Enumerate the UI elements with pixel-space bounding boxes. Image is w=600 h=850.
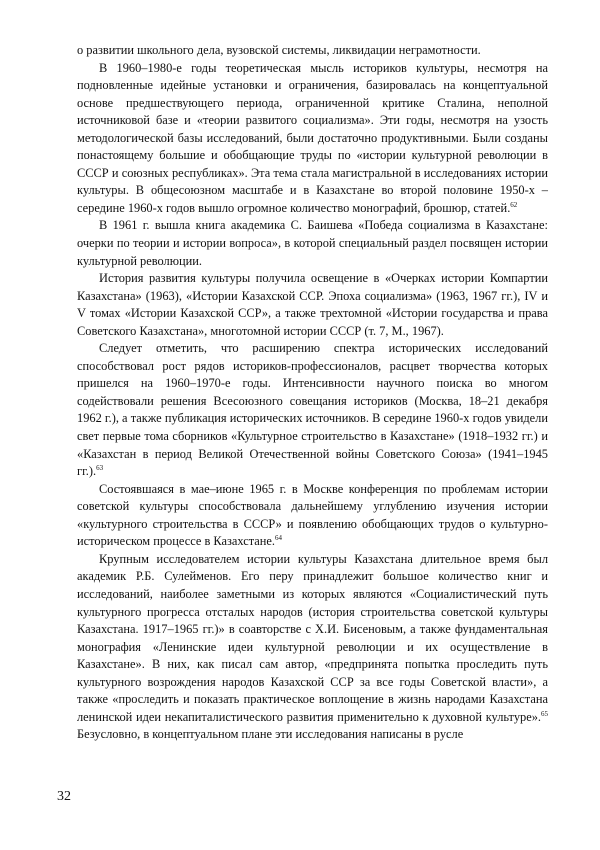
footnote-ref-62: 62 bbox=[510, 200, 518, 209]
paragraph-4: История развития культуры получила освещение в «Очерках истории Компартии Казахстана» (1963), «Истории Казахской ССР. Эпоха социализма» (1963, 1967 гг.), IV и V томах «Истории Казахской ССР», а также трехтомной «Истории государства и права Советского Казахстана», многотомной истории СССР (т. 7, М., 1967). bbox=[77, 271, 548, 338]
paragraph-7: Крупным исследователем истории культуры Казахстана длительное время был академик Р.Б. Сулейменов. Его перу принадлежит большое количество книг и исследований, наиболее заметными из которых являются «Социалистический путь культурного прогресса отсталых народов (история строительства советской культуры Казахстана. 1917–1965 гг.)» в соавторстве с Х.И. Бисеновым, а также фундаментальная монография «Ленинские идеи культурной революции и их осуществление в Казахстане». В них, как писал сам автор, «предпринята попытка проследить путь культурного возрождения народов Казахской ССР за все годы Советской власти», а также «проследить и показать практическое воплощение в жизнь народами Казахстана ленинской идеи некапиталистического развития применительно к духовной культуре».$^{65}$ Безусловно, в концептуальном плане эти исследования написаны в русле bbox=[77, 551, 548, 742]
footnote-ref-63: 63 bbox=[96, 464, 104, 472]
paragraph-2: В 1960–1980-е годы теоретическая мысль историков культуры, несмотря на подновленные идейные установки и ограничения, базировалась на концептуальной основе предшествующего периода, ограниченной критике Сталина, неполной источниковой базе и «теории развитого социализма». Эти годы, несмотря на узость методологической базы исследований, были достаточно продуктивными. Были созданы понастоящему большие и обобщающие труды по «истории культурной революции в СССР и союзных республиках». Эта тема стала магистральной в исследованиях истории культуры. В общесоюзном масштабе и в Казахстане во второй половине 1950-х – середине 1960-х годов вышло огромное количество монографий, брошюр, статей.$^{62}$ bbox=[77, 60, 548, 215]
footnote-ref-65: 65 bbox=[541, 709, 548, 718]
paragraph-3: В 1961 г. вышла книга академика С. Баишева «Победа социализма в Казахстане: очерки по теории и истории вопроса», в которой специальный раздел посвящен истории культурной революции. bbox=[77, 218, 548, 268]
body-text bbox=[77, 42, 548, 744]
paragraph-1: о развитии школьного дела, вузовской системы, ликвидации неграмотности. bbox=[77, 43, 481, 57]
paragraph-6: Состоявшаяся в мае–июне 1965 г. в Москве конференция по проблемам истории советской культуры способствовала дальнейшему углублению изучения истории «культурного строительства в СССР» и появлению обобщающих трудов о культурно-историческом процессе в Казахстане.$^{64}$ bbox=[77, 481, 548, 549]
footnote-ref-64: 64 bbox=[275, 534, 283, 543]
page-number: 32 bbox=[57, 789, 71, 804]
paragraph-5: Следует отметить, что расширению спектра исторических исследований способствовал рост рядов историков-профессионалов, расцвет творчества которых пришелся на 1960–1970-е годы. Интенсивности научного поиска во многом содействовали решения Всесоюзного совещания историков (Москва, 18–21 декабря 1962 г.), а также публикация исторических источников. В середине 1960-х годов увидели свет первые тома сборников «Культурное строительство в Казахстане» (1918–1932 гг.) и «Казахстан в период Великой Отечественной войны Советского Союза» (1941–1945 гг.).$^{63}$ bbox=[77, 341, 548, 479]
